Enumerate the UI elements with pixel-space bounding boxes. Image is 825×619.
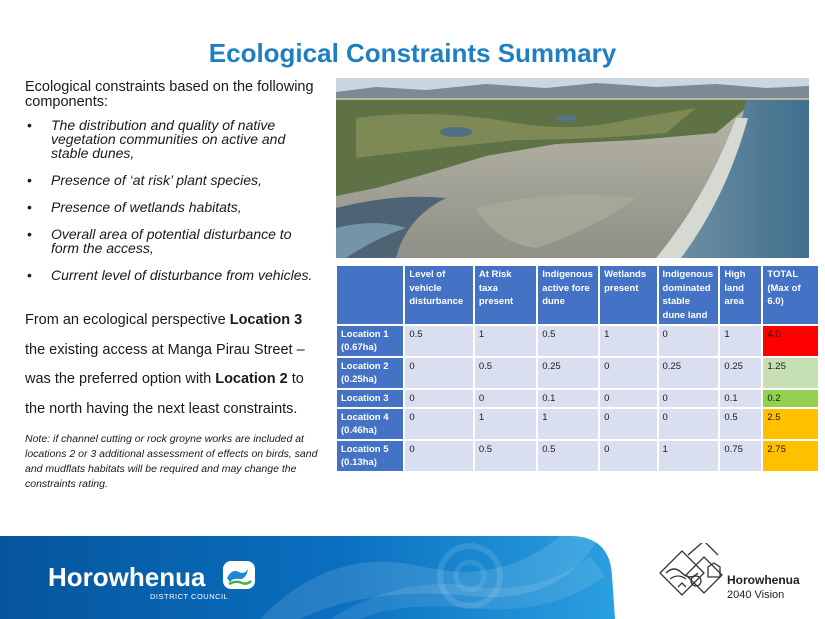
location-cell: Location 1 (0.67ha) <box>337 326 403 356</box>
table-row <box>337 409 818 439</box>
table-cell: 0 <box>405 390 473 407</box>
table-cell: 0 <box>600 390 656 407</box>
table-row <box>337 390 818 407</box>
table-cell: 0 <box>659 326 719 356</box>
table-cell: 0 <box>600 441 656 471</box>
ecological-constraints-table <box>335 264 820 473</box>
council-wave-logo-icon <box>222 560 256 590</box>
table-cell: 0.1 <box>720 390 761 407</box>
total-cell: 1.25 <box>763 358 818 388</box>
table-cell: 0 <box>659 409 719 439</box>
intro-text: Ecological constraints based on the following components: <box>25 79 314 110</box>
bullet-marker: • <box>27 172 32 188</box>
table-header: Indigenous active fore dune <box>538 266 598 324</box>
table-cell: 0.5 <box>405 326 473 356</box>
location-cell: Location 3 <box>337 390 403 407</box>
table-cell: 0 <box>659 390 719 407</box>
table-cell: 0 <box>475 390 536 407</box>
table-header: TOTAL (Max of 6.0) <box>763 266 818 324</box>
district-council-label: DISTRICT COUNCIL <box>150 592 229 601</box>
table-cell: 0.25 <box>659 358 719 388</box>
table-cell: 0.5 <box>538 326 598 356</box>
list-item-text: Presence of wetlands habitats, <box>51 199 242 215</box>
table-header: At Risk taxa present <box>475 266 536 324</box>
perspective-text-3: to the north having the next least constraints. <box>25 371 304 417</box>
perspective-text-1: From an ecological perspective <box>25 312 230 328</box>
bullet-marker: • <box>27 117 32 133</box>
table-cell: 0.75 <box>720 441 761 471</box>
table-cell: 1 <box>475 326 536 356</box>
table-row <box>337 358 818 388</box>
table-row <box>337 441 818 471</box>
table-header: Level of vehicle disturbance <box>405 266 473 324</box>
table-header: High land area <box>720 266 761 324</box>
table-cell: 0.25 <box>538 358 598 388</box>
page-title: Ecological Constraints Summary <box>208 38 617 68</box>
list-item <box>25 200 320 214</box>
table-cell: 1 <box>538 409 598 439</box>
perspective-location-2: Location 2 <box>215 371 288 387</box>
perspective-text-2: the existing access at Manga Pirau Street – was the preferred option with <box>25 341 305 387</box>
table-cell: 0 <box>405 358 473 388</box>
bullet-marker: • <box>27 226 32 242</box>
total-cell: 4.0 <box>763 326 818 356</box>
horowhenua-logo-text: Horowhenua <box>48 562 206 592</box>
table-header: Wetlands present <box>600 266 656 324</box>
list-item-text: Presence of ‘at risk’ plant species, <box>51 172 262 188</box>
table-cell: 1 <box>720 326 761 356</box>
table-row <box>337 326 818 356</box>
table-cell: 1 <box>659 441 719 471</box>
table-cell: 0 <box>405 441 473 471</box>
table-cell: 0 <box>600 358 656 388</box>
list-item-text: Overall area of potential disturbance to form the access, <box>51 226 292 256</box>
aerial-beach-photo <box>336 78 809 258</box>
location-cell: Location 5 (0.13ha) <box>337 441 403 471</box>
list-item <box>25 118 320 160</box>
table-cell: 0.25 <box>720 358 761 388</box>
table-cell: 0.5 <box>475 358 536 388</box>
table-cell: 0.5 <box>538 441 598 471</box>
table-header-row <box>337 266 818 324</box>
table-header: Indigenous dominated stable dune land <box>659 266 719 324</box>
bullet-marker: • <box>27 267 32 283</box>
table-header-blank <box>337 266 403 324</box>
table-cell: 0 <box>600 409 656 439</box>
perspective-location-3: Location 3 <box>229 312 303 328</box>
table-cell: 1 <box>600 326 656 356</box>
vision-brand-name: Horowhenua <box>727 573 800 587</box>
list-item-text: The distribution and quality of native vegetation communities on active and stable dunes, <box>51 117 286 161</box>
table-cell: 1 <box>475 409 536 439</box>
table-cell: 0.5 <box>475 441 536 471</box>
vision-2040-label: 2040 Vision <box>727 589 785 601</box>
total-cell: 2.5 <box>763 409 818 439</box>
list-item <box>25 173 320 187</box>
location-cell: Location 2 (0.25ha) <box>337 358 403 388</box>
list-item-text: Current level of disturbance from vehicles. <box>51 267 313 283</box>
table-cell: 0.1 <box>538 390 598 407</box>
list-item <box>25 268 320 282</box>
table-cell: 0.5 <box>720 409 761 439</box>
note-text: Note: if channel cutting or rock groyne works are included at locations 2 or 3 additional assessment of effects on birds, sand and mudflats habitats will be required and may change the constraints rating. <box>25 433 318 490</box>
bullet-marker: • <box>27 199 32 215</box>
total-cell: 0.2 <box>763 390 818 407</box>
table-cell: 0 <box>405 409 473 439</box>
location-cell: Location 4 (0.46ha) <box>337 409 403 439</box>
total-cell: 2.75 <box>763 441 818 471</box>
ecological-perspective-text <box>25 306 325 424</box>
constraint-components-list <box>25 118 320 295</box>
list-item <box>25 227 320 255</box>
